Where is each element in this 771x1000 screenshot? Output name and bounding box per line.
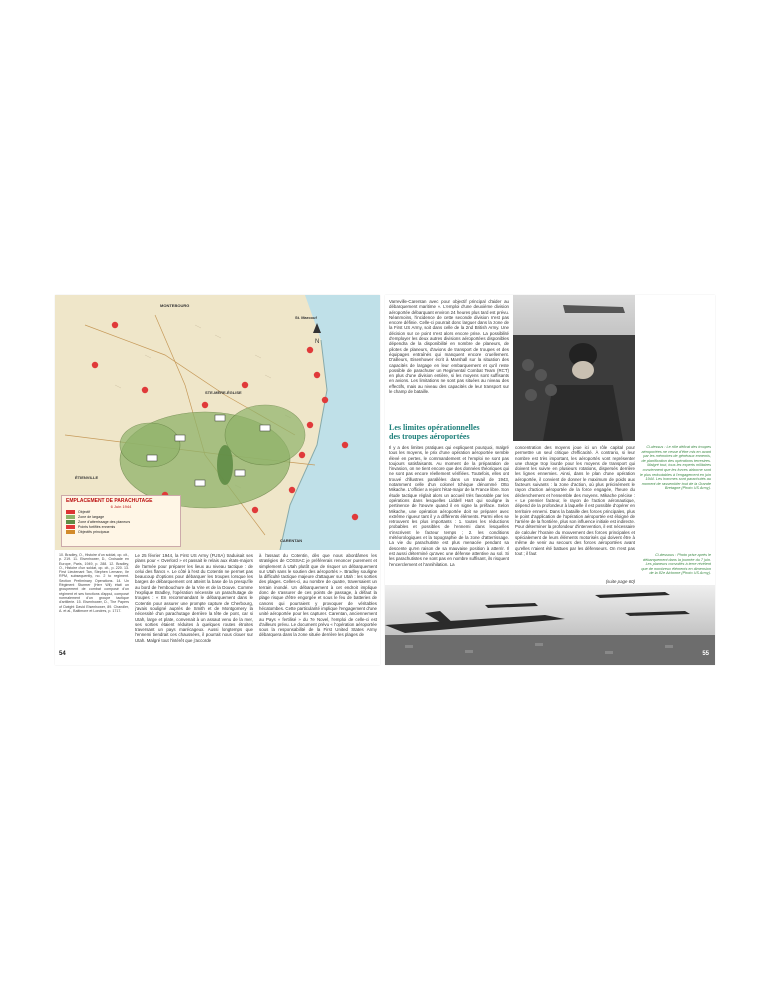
body-column-2: Le 25 février 1944, la First US Army (FUSA) traduisait ses plans pour « Overlord » et passait le relais aux états-majors de l'armée pour préparer les lieux au niveau tactique : de celui des flancs ». Le côté à l'est du Cotentin ne permet pas beaucoup d'options pour débarquer les troupes lorsque les barges de débarquement ont atteint la base de la presqu'île au bord de l'embouchure de la Vire et de la Douve. Comme l'explique Bradley, l'opération nécessite un parachutage de troupes : « En recommandant le débarquement dans le Cotentin pour assurer une prompte capture de Cherbourg, j'avais souligné auprès de Smith et de Montgomery la nécessité d'un parachutage derrière la tête de pont, car si Utah, large et plate, convenait à un assaut venu de la mer, ses sorties étaient réduites à quelques routes étroites traversant un pays marécageux. Aussi longtemps que l'ennemi tiendrait ces chaussées, il pourrait nous clouer sur Utah. Malgré tout l'intérêt que j'accorde [135,553,253,643]
legend-swatch [66,510,75,514]
footnotes: 10. Bradley, O., Histoire d'un soldat, op. cit., p. 219. 11. Eisenhower, D., Croisade en Europe, Paris, 1949, p. 288. 12. Bradley, O., Histoire d'un soldat, op. cit., p. 220. 13. First Lieutenant Tan, Stephen Lemann, IIe RPM, subsequently, no. 2 to regiment. Section Preliminary Operations. 14. Un Régiment Sturmer (Herr Wil) était un groupement de combat composé d'un régiment et ses fonctions d'appui, composé normalement d'un groupe tactique d'artillerie. 15. Eisenhower, D., The Papers of Dwight David Eisenhower, 89. Chandler, A. et al., Baltimore et Londres, p. 1717. [59,553,129,613]
page-number: 55 [702,651,709,657]
legend-item [66,530,176,534]
page-number: 54 [59,651,66,657]
legend-swatch [66,525,75,529]
legend-label: Objectif [78,510,91,514]
legend-item [66,510,176,514]
photo-paratroopers-image [513,295,635,441]
body-column-3: à l'assaut du Cotentin, dès que nous abordâmes les stratégies de COSSAC je préférerais renoncer purement et simplement à Utah plutôt que de risquer un débarquement sur Utah sans le soutien des aéroportés ». Bradley souligne la difficulté tactique majeure d'attaquer sur Utah : les sorties des plages. Celles-ci, au nombre de quatre, traversaient un terrain inondé. Un débarquement à cet endroit implique donc de s'assurer de ces points de passage, à défaut la plage risque d'être engorgée et sous le feu de batteries de canons qui pourraient y provoquer de véritables hécatombes. Cette particularité implique l'engagement d'une unité aéroportée pour les capturer. Carentan, anciennement au Pays « fertilisé » du 7e Novel, l'emploi de celle-ci est d'ailleurs prévu. Le document prévu « l'opération aéroportée sous la responsabilité de la First United States Army débarquera dans la zone située derrière les plages de [259,553,377,638]
legend-item [66,515,176,519]
legend-date: 6 Juin 1944 [110,504,132,509]
legend-item [66,520,176,524]
photo-gliders [385,585,715,665]
legend-swatch [66,520,75,524]
caption-top: Ci-dessus : Le rôle délicat des troupes aéroportées ne cesse d'être mis en avant par les mémoires de généraux ennemis, de planification des opérations terrestres. Malgré tout, tous les experts militaires conviennent que les forces airborne sont le plus redoutables à l'engagement en juin 1944. Les hommes sont parachutés au moment de rassembler tout de la Grande Bretagne (Photo US Army). [639,445,711,491]
body-column-top: Varreville-Carentan avec pour objectif principal d'aider au débarquement maritime ». L'emploi d'une deuxième division aéroportée débarquant environ 24 heures plus tard est prévu. Néanmoins, l'incidence de cette seconde division n'est pas encore définie. Celle-ci pourrait donc larguer dans la zone de la First US Army, soit dans celle de la 2nd British Army. Une décision sur ce point n'est alors encore prise. La possibilité d'employer les deux autres divisions aéroportées disponibles dépendra de la disponibilité en nombre de planeurs, de pilotes de planeurs, d'avions de transport de troupes et des équipages entraînés qui manquent encore cruellement. D'ailleurs, Eisenhower écrit à Marshall sur la situation des capacités de largage en leur embarquement et qu'il reste possible de parachuter un Regimental Combat Team (RCT) en plus d'une division entière, si les moyens sont suffisants en avions. Les limitations ne sont pas situées au niveau des effectifs, mais au niveau des capacités de leur transport sur le champ de bataille. [389,299,509,395]
place-label: STE-MÈRE-ÉGLISE [205,390,242,395]
caption-bottom: Ci-dessous : Photo prise après le débarquement dans la journée du 7 juin. Les planeurs convoités à terre révèlent que de nombreux éléments en dimension de la 82e Airborne (Photo US Army). [641,553,711,576]
legend-swatch [66,515,75,519]
place-label: CARENTAN [280,538,303,543]
place-label: MONTEBOURG [160,303,190,308]
photo-gliders-image [385,585,715,665]
legend-title: EMPLACEMENT DE PARACHUTAGE [66,498,153,504]
legend-label: Points fortifiés ennemis [78,525,116,529]
map-legend [61,495,181,547]
legend-label: Zone d'atterrissage des planeurs [78,520,131,524]
drop-zone-map [55,295,380,550]
section-heading-line-2: des troupes aéroportées [389,432,470,441]
section-heading-line-1: Les limites opérationnelles [389,423,480,432]
continue-note: (suite page 60) [605,579,635,584]
legend-swatch [66,530,75,534]
body-column-2: concentration des moyens joue ici un rôle capital pour permettre un seul critique d'efficacité. À contrario, si leur nombre est très important, les aéroportés vont représenter une charge trop lourde pour les moyens de transport qui doivent les suivre en plusieurs rotations, dispersés derrière les lignes ennemies. Ainsi, dans le plan d'une opération aéroportée, il convient de donner le maximum de poids aux facteurs suivants : la zone d'action, où plus précisément le rayon d'action aéroportée de la force engagée, l'heure du déclenchement et l'ensemble des moyens. Mikache précise : « Le premier facteur, le rayon de l'action aéronautique, dépend de la profondeur à laquelle il est possible d'opérer en territoire ennemi. Dans la bataille des forces principales, plus le point d'application de l'opération aéroportée est éloigné de l'arrière de la frontière, plus son influence initiale est indirecte. Pour déterminer la profondeur d'intervention, il est nécessaire de calculer l'horaire du mouvement des forces principales et spécialement de leurs éléments motorisés qui doivent être à même de venir au secours des forces aéroportées avant qu'elles n'aient été battues par les défenseurs. On n'est pas tout ; il faut [515,445,635,556]
legend-label: Zone de largage [78,515,105,519]
place-label: St. Marcouf [295,315,317,320]
section-heading [389,423,509,441]
photo-paratroopers [513,295,635,441]
right-page [385,295,715,665]
body-column-1: Il y a des limites pratiques qui expliquent pourquoi, malgré tous les moyens, le prix d'une opération aéroportée semble élevé en pertes, le commandement et l'emploi ne sont pas toujours satisfaisants. Au moment de la préparation de l'invasion, on ne tient encore que des données théoriques qui ne sont pas encore réellement vérifiées. Toutefois, elles ont trouvé d'illustres parallèles dans un travail de 1943, notamment celle d'un colonel tchèque dénommé Otto Mikache. L'officier a rejoint l'état-major de la France libre. Son étude tactique réglait alors un accueil très favorable par les opérations dans lesquelles Liddell Hart qui souligne la pertinence de l'œuvre quand il en signe la préface. Selon Mikache, une opération aéroportée doit se préparer avec extrême rigueur tant il y a différents éléments. Parmi elles se retrouvent les plus importants : 1. toutes les réductions probables et possibles de l'ennemi dans lesquelles s'inscrivent le facteur temps ; 2. les conditions météorologiques et la topographie de la zone d'atterrissage. La vie du parachutiste est plus menacée pendant sa descente qu'en raison de sa mauvaise position à atterrir. Il est aussi déterminé qu'avec une défense attentive au sol. Si les parachutistes ne sont pas en nombre suffisant, ils risquent l'encerclement et l'annihilation. La [389,445,509,567]
place-label: ÉTIENVILLE [75,475,99,480]
legend-label: Objectifs principaux [78,530,110,534]
legend-item [66,525,176,529]
left-page [55,295,380,665]
svg-text:N: N [315,339,320,345]
